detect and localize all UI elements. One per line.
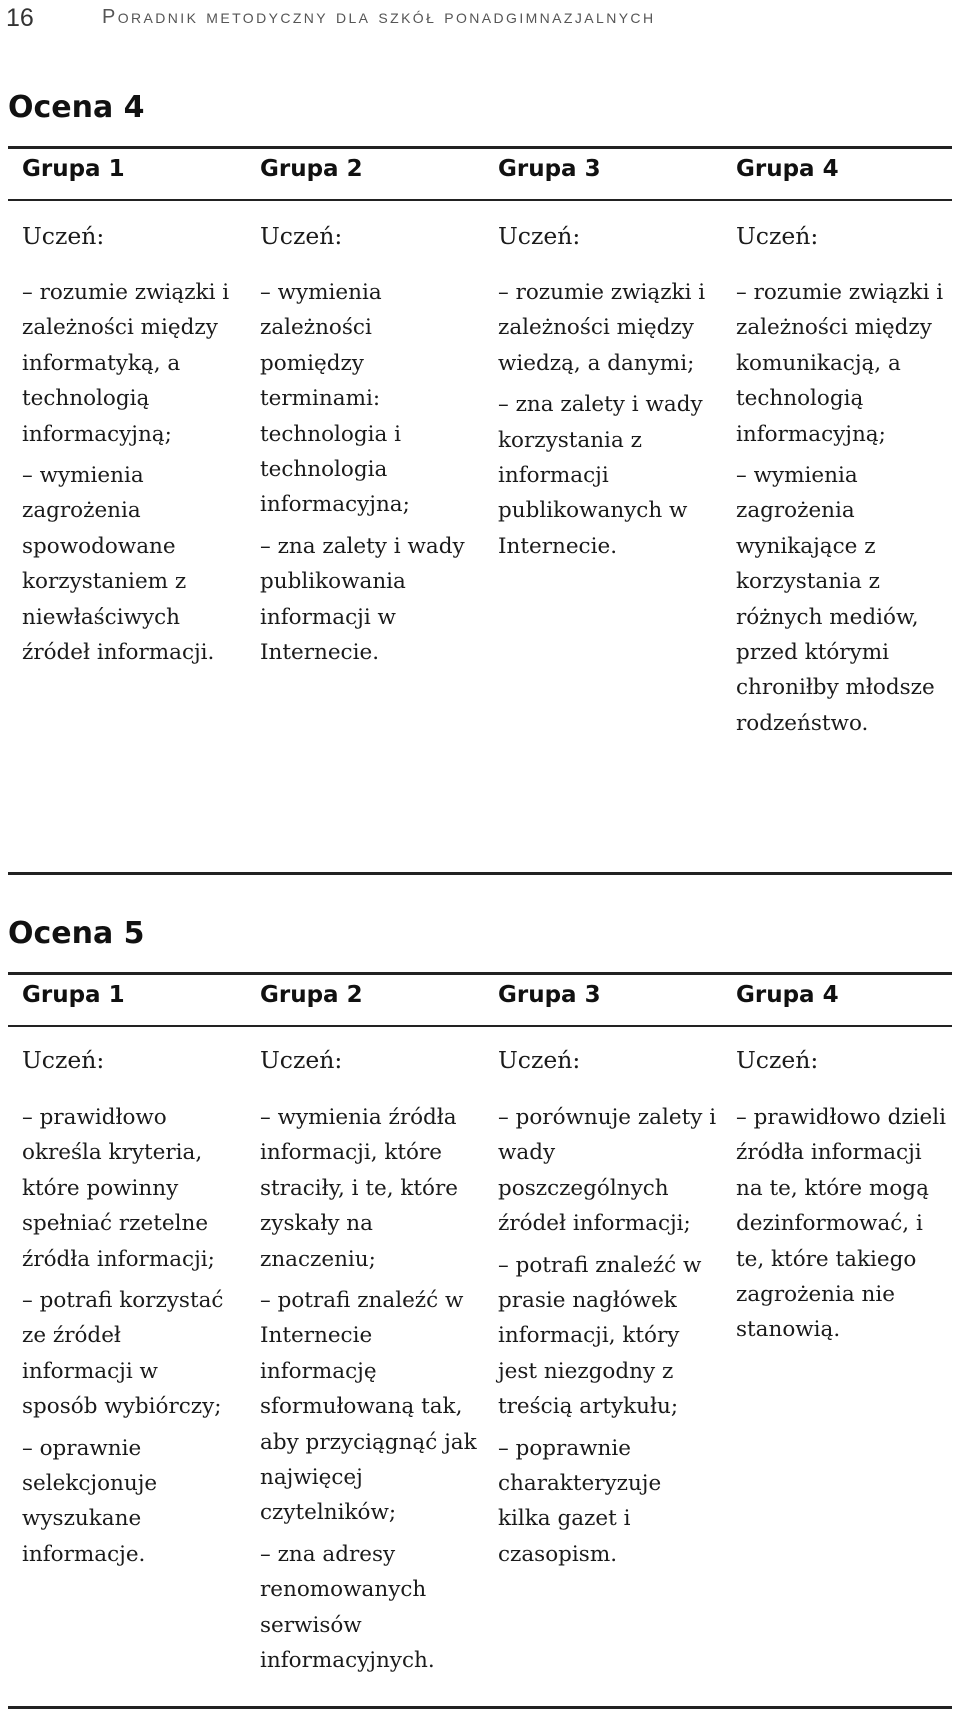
section-title: Ocena 4 [8, 90, 145, 125]
divider [8, 1025, 952, 1027]
requirement-item: – rozumie związki i zależności między informatyką, a technologią informacyjną; [22, 280, 230, 447]
group-header-2: Grupa 2 [260, 982, 363, 1008]
requirement-item: – porównuje zalety i wady poszczególnych źródeł informacji; [498, 1105, 717, 1237]
requirement-item: – rozumie związki i zależności między komunikacją, a technologią informacyjną; [736, 280, 944, 447]
requirement-item: – potrafi korzystać ze źródeł informacji w sposób wybiórczy; [22, 1288, 224, 1420]
student-label: Uczeń: [498, 222, 581, 250]
requirement-item: – potrafi znaleźć w prasie nagłówek informacji, który jest niezgodny z treścią artykułu; [498, 1252, 702, 1420]
column-text-4 [736, 275, 954, 741]
group-header-1: Grupa 1 [22, 156, 125, 182]
student-label: Uczeń: [22, 222, 105, 250]
group-header-2: Grupa 2 [260, 156, 363, 182]
divider [8, 872, 952, 875]
requirement-item: – zna adresy renomowanych serwisów informacyjnych. [260, 1541, 435, 1674]
column-text-3 [498, 275, 720, 564]
student-label: Uczeń: [736, 1046, 819, 1074]
group-header-1: Grupa 1 [22, 982, 125, 1008]
group-header-3: Grupa 3 [498, 982, 601, 1008]
column-text-2 [260, 1100, 482, 1679]
requirement-item: – zna zalety i wady korzystania z informacji publikowanych w Internecie. [498, 392, 703, 559]
requirement-item: – potrafi znaleźć w Internecie informację sformułowaną tak, aby przyciągnąć jak najwięcej czytelników; [260, 1288, 477, 1526]
student-label: Uczeń: [260, 1046, 343, 1074]
requirement-item: – wymienia zagrożenia wynikające z korzystania z różnych mediów, przed którymi chroniłby młodsze rodzeństwo. [736, 463, 935, 736]
divider [8, 972, 952, 975]
requirement-item: – rozumie związki i zależności między wiedzą, a danymi; [498, 280, 706, 376]
student-label: Uczeń: [260, 222, 343, 250]
requirement-item: – prawidłowo dzieli źródła informacji na te, które mogą dezinformować, i te, które takiego zagrożenia nie stanowią. [736, 1105, 947, 1343]
group-header-3: Grupa 3 [498, 156, 601, 182]
group-header-4: Grupa 4 [736, 156, 839, 182]
student-label: Uczeń: [736, 222, 819, 250]
requirement-item: – wymienia zależności pomiędzy terminami: technologia i technologia informacyjna; [260, 280, 410, 518]
column-text-1 [22, 1100, 236, 1572]
student-label: Uczeń: [498, 1046, 581, 1074]
requirement-item: – prawidłowo określa kryteria, które powinny spełniać rzetelne źródła informacji; [22, 1105, 215, 1272]
column-text-2 [260, 275, 482, 670]
requirement-item: – zna zalety i wady publikowania informacji w Internecie. [260, 533, 465, 666]
requirement-item: – oprawnie selekcjonuje wyszukane informacje. [22, 1435, 158, 1567]
requirement-item: – wymienia źródła informacji, które straciły, i te, które zyskały na znaczeniu; [260, 1105, 458, 1272]
column-text-1 [22, 275, 236, 670]
running-title: Poradnik metodyczny dla szkół ponadgimnazjalnych [102, 6, 656, 28]
column-text-4 [736, 1100, 954, 1348]
divider [8, 146, 952, 149]
requirement-item: – wymienia zagrożenia spowodowane korzystaniem z niewłaściwych źródeł informacji. [22, 463, 215, 666]
page-number: 16 [6, 4, 34, 32]
divider [8, 199, 952, 201]
column-text-3 [498, 1100, 720, 1572]
requirement-item: – poprawnie charakteryzuje kilka gazet i czasopism. [498, 1435, 662, 1567]
divider [8, 1706, 952, 1709]
page-header [0, 0, 960, 44]
student-label: Uczeń: [22, 1046, 105, 1074]
group-header-4: Grupa 4 [736, 982, 839, 1008]
section-title: Ocena 5 [8, 916, 145, 951]
